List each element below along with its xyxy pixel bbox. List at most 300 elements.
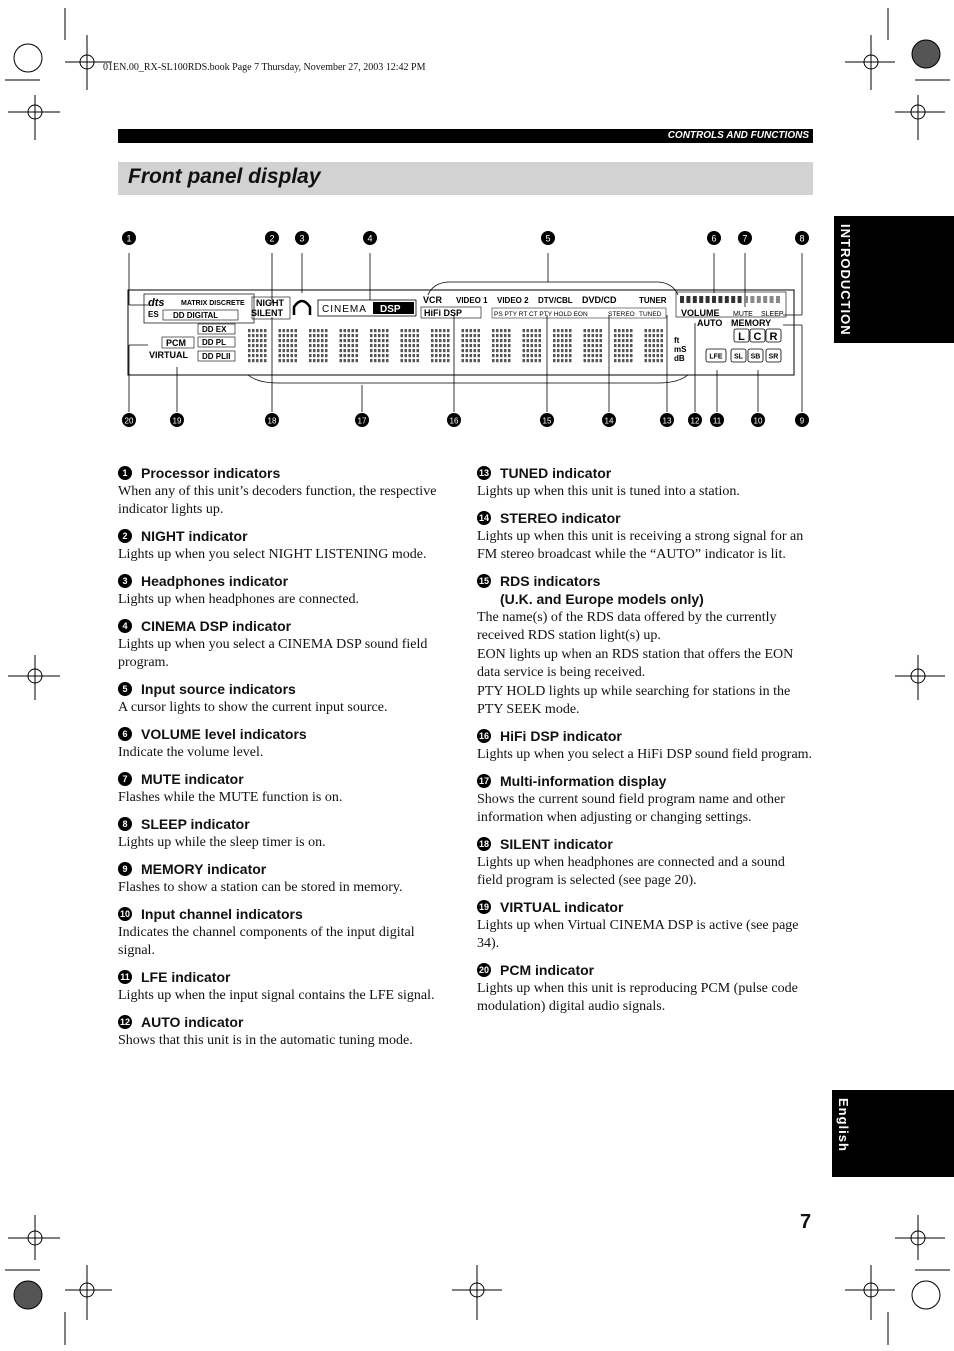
- item-heading: [477, 727, 813, 745]
- matrix-dot: [348, 354, 351, 357]
- matrix-dot: [279, 359, 282, 362]
- matrix-dot: [356, 349, 359, 352]
- matrix-dot: [523, 354, 526, 357]
- matrix-dot: [443, 349, 446, 352]
- video2-label: VIDEO 2: [497, 296, 529, 305]
- matrix-dot: [252, 329, 255, 332]
- stereo-label: STEREO: [608, 311, 635, 318]
- matrix-dot: [531, 334, 534, 337]
- matrix-dot: [413, 354, 416, 357]
- matrix-dot: [279, 354, 282, 357]
- matrix-dot: [496, 349, 499, 352]
- item-description: Shows the current sound field program name and other information when adjusting or changing settings.: [477, 792, 785, 825]
- matrix-dot: [557, 349, 560, 352]
- matrix-dot: [466, 339, 469, 342]
- matrix-dot: [565, 354, 568, 357]
- matrix-dot: [588, 339, 591, 342]
- matrix-dot: [431, 354, 434, 357]
- callout-label: 18: [267, 416, 277, 426]
- matrix-dot: [508, 334, 511, 337]
- callout-label: 11: [712, 416, 722, 426]
- matrix-dot: [382, 359, 385, 362]
- matrix-dot: [588, 349, 591, 352]
- matrix-dot: [596, 354, 599, 357]
- matrix-dot: [340, 354, 343, 357]
- matrix-dot: [474, 354, 477, 357]
- matrix-dot: [344, 359, 347, 362]
- matrix-dot: [496, 359, 499, 362]
- matrix-dot: [592, 349, 595, 352]
- matrix-dot: [622, 359, 625, 362]
- matrix-dot: [462, 329, 465, 332]
- matrix-dot: [291, 329, 294, 332]
- matrix-dot: [344, 349, 347, 352]
- matrix-dot: [443, 329, 446, 332]
- item-heading: [477, 961, 813, 979]
- matrix-dot: [352, 344, 355, 347]
- unit-ms: mS: [674, 345, 687, 354]
- headphones-icon: [294, 301, 310, 315]
- matrix-dot: [553, 334, 556, 337]
- volume-label: VOLUME: [681, 308, 720, 318]
- matrix-dot: [600, 339, 603, 342]
- volume-bar: [750, 296, 754, 303]
- matrix-dot: [279, 349, 282, 352]
- matrix-dot: [657, 339, 660, 342]
- item-heading: [118, 905, 454, 923]
- matrix-dot: [287, 354, 290, 357]
- matrix-dot: [252, 334, 255, 337]
- matrix-dot: [584, 354, 587, 357]
- matrix-dot: [600, 329, 603, 332]
- matrix-dot: [657, 344, 660, 347]
- volume-bar: [686, 296, 690, 303]
- item-title: AUTO indicator: [141, 1014, 244, 1030]
- matrix-dot: [531, 359, 534, 362]
- item-number: 13: [478, 468, 489, 478]
- matrix-dot: [256, 359, 259, 362]
- matrix-dot: [256, 344, 259, 347]
- callout-label: 1: [126, 233, 132, 244]
- matrix-dot: [565, 329, 568, 332]
- item-description: Flashes while the MUTE function is on.: [118, 790, 343, 805]
- matrix-dot: [553, 344, 556, 347]
- matrix-dot: [313, 344, 316, 347]
- sleep-label: SLEEP: [761, 311, 784, 318]
- matrix-dot: [443, 359, 446, 362]
- title-bar: [118, 162, 813, 195]
- matrix-dot: [370, 329, 373, 332]
- matrix-dot: [462, 344, 465, 347]
- matrix-dot: [618, 334, 621, 337]
- matrix-dot: [466, 349, 469, 352]
- matrix-dot: [356, 329, 359, 332]
- matrix-dot: [309, 344, 312, 347]
- matrix-dot: [321, 329, 324, 332]
- matrix-dot: [535, 344, 538, 347]
- matrix-dot: [539, 329, 542, 332]
- matrix-dot: [370, 334, 373, 337]
- matrix-dot: [309, 359, 312, 362]
- matrix-dot: [413, 359, 416, 362]
- item-number: 17: [478, 776, 489, 786]
- matrix-dot: [600, 344, 603, 347]
- matrix-dot: [401, 339, 404, 342]
- item-title: MUTE indicator: [141, 771, 244, 787]
- matrix-dot: [352, 339, 355, 342]
- matrix-dot: [443, 339, 446, 342]
- matrix-dot: [630, 334, 633, 337]
- matrix-dot: [470, 349, 473, 352]
- matrix-dot: [614, 329, 617, 332]
- matrix-dot: [352, 334, 355, 337]
- item-number: 20: [478, 965, 489, 975]
- matrix-dot: [478, 359, 481, 362]
- matrix-dot: [557, 334, 560, 337]
- item-heading: [118, 770, 454, 788]
- matrix-dot: [283, 344, 286, 347]
- matrix-dot: [431, 329, 434, 332]
- matrix-dot: [313, 334, 316, 337]
- es-label: ES: [148, 310, 159, 319]
- matrix-dot: [431, 334, 434, 337]
- matrix-dot: [523, 344, 526, 347]
- item-description: Lights up when Virtual CINEMA DSP is active (see page 34).: [477, 918, 799, 951]
- matrix-dot: [386, 354, 389, 357]
- item-number: 5: [118, 682, 132, 696]
- item-title: Processor indicators: [141, 465, 281, 481]
- matrix-dot: [405, 359, 408, 362]
- matrix-dot: [264, 334, 267, 337]
- matrix-dot: [348, 334, 351, 337]
- silent-label: SILENT: [251, 308, 284, 318]
- matrix-dot: [352, 354, 355, 357]
- matrix-dot: [386, 344, 389, 347]
- matrix-dot: [352, 349, 355, 352]
- item-description: Indicates the channel components of the input digital signal.: [118, 925, 415, 958]
- matrix-dot: [474, 334, 477, 337]
- matrix-dot: [496, 339, 499, 342]
- matrix-dot: [600, 359, 603, 362]
- matrix-dot: [622, 349, 625, 352]
- matrix-dot: [248, 344, 251, 347]
- matrix-dot: [264, 349, 267, 352]
- matrix-dot: [561, 354, 564, 357]
- item-number: 7: [118, 772, 132, 786]
- matrix-dot: [344, 334, 347, 337]
- matrix-dot: [523, 334, 526, 337]
- matrix-dot: [596, 344, 599, 347]
- matrix-dot: [600, 349, 603, 352]
- matrix-dot: [553, 329, 556, 332]
- matrix-dot: [569, 329, 572, 332]
- matrix-dot: [523, 329, 526, 332]
- matrix-dot: [401, 359, 404, 362]
- matrix-dot: [252, 359, 255, 362]
- callout-label: 17: [357, 416, 367, 426]
- matrix-dot: [622, 329, 625, 332]
- callout-label: 20: [124, 416, 134, 426]
- matrix-dot: [252, 339, 255, 342]
- matrix-dot: [252, 349, 255, 352]
- matrix-dot: [317, 349, 320, 352]
- rds-label: PS PTY RT CT PTY HOLD EON: [494, 311, 588, 318]
- matrix-dot: [417, 349, 420, 352]
- item-5: [118, 680, 454, 717]
- callout-label: 8: [799, 233, 805, 244]
- item-heading: [118, 860, 454, 878]
- matrix-dot: [344, 344, 347, 347]
- matrix-dot: [409, 359, 412, 362]
- pl2-label: DD PLII: [202, 352, 231, 361]
- item-16: [477, 727, 813, 764]
- matrix-dot: [317, 329, 320, 332]
- item-19: [477, 898, 813, 953]
- item-number: 15: [478, 576, 489, 586]
- matrix-dot: [500, 359, 503, 362]
- matrix-dot: [565, 339, 568, 342]
- matrix-dot: [260, 344, 263, 347]
- matrix-dot: [561, 334, 564, 337]
- callout-label: 9: [799, 416, 805, 426]
- item-8: [118, 815, 454, 852]
- item-title: RDS indicators: [500, 573, 601, 589]
- matrix-dot: [622, 344, 625, 347]
- front-panel-diagram: [118, 225, 818, 435]
- matrix-dot: [565, 334, 568, 337]
- channel-ch_r: R: [769, 331, 778, 343]
- matrix-dot: [592, 344, 595, 347]
- matrix-dot: [283, 339, 286, 342]
- matrix-dot: [653, 354, 656, 357]
- matrix-dot: [569, 359, 572, 362]
- item-heading: [477, 772, 813, 790]
- page-title: Front panel display: [128, 165, 321, 188]
- item-number: 3: [118, 574, 132, 588]
- matrix-dot: [279, 339, 282, 342]
- item-15: [477, 572, 813, 719]
- matrix-dot: [478, 354, 481, 357]
- matrix-dot: [401, 334, 404, 337]
- dsp-label: DSP: [380, 304, 401, 315]
- matrix-dot: [340, 334, 343, 337]
- matrix-dot: [474, 349, 477, 352]
- item-description: Lights up when headphones are connected and a sound field program is selected (see page 20).: [477, 855, 785, 888]
- matrix-dot: [661, 339, 664, 342]
- print-header: 01EN.00_RX-SL100RDS.book Page 7 Thursday, November 27, 2003 12:42 PM: [103, 62, 426, 73]
- item-number: 11: [118, 970, 132, 984]
- matrix-dot: [291, 339, 294, 342]
- item-subtitle: (U.K. and Europe models only): [500, 591, 704, 607]
- matrix-dot: [661, 349, 664, 352]
- vcr-label: VCR: [423, 295, 443, 305]
- item-title: NIGHT indicator: [141, 528, 248, 544]
- matrix-dot: [443, 344, 446, 347]
- matrix-dot: [382, 339, 385, 342]
- matrix-dot: [561, 339, 564, 342]
- item-title: STEREO indicator: [500, 510, 621, 526]
- matrix-dot: [508, 344, 511, 347]
- callout-label: 3: [299, 233, 305, 244]
- matrix-dot: [317, 359, 320, 362]
- matrix-dot: [348, 349, 351, 352]
- item-heading: [118, 617, 454, 635]
- item-3: [118, 572, 454, 609]
- item-18: [477, 835, 813, 890]
- item-heading: [477, 898, 813, 916]
- matrix-dot: [340, 329, 343, 332]
- matrix-dot: [557, 329, 560, 332]
- matrix-dot: [657, 359, 660, 362]
- matrix-dot: [321, 349, 324, 352]
- matrix-dot: [500, 334, 503, 337]
- matrix-dot: [344, 354, 347, 357]
- matrix-dot: [661, 334, 664, 337]
- matrix-dot: [492, 344, 495, 347]
- matrix-dot: [622, 339, 625, 342]
- matrix-dot: [618, 359, 621, 362]
- matrix-dot: [614, 344, 617, 347]
- matrix-dot: [535, 359, 538, 362]
- volume-bar: [680, 296, 684, 303]
- matrix-dot: [645, 354, 648, 357]
- matrix-dot: [500, 354, 503, 357]
- digital-label: DD DIGITAL: [173, 311, 219, 320]
- matrix-dot: [504, 329, 507, 332]
- matrix-dot: [508, 359, 511, 362]
- matrix-dot: [569, 354, 572, 357]
- matrix-dot: [325, 349, 328, 352]
- matrix-dot: [439, 344, 442, 347]
- item-title: Input source indicators: [141, 681, 296, 697]
- matrix-dot: [539, 349, 542, 352]
- matrix-dot: [401, 344, 404, 347]
- matrix-dot: [374, 354, 377, 357]
- matrix-dot: [439, 354, 442, 357]
- item-number: 18: [478, 839, 489, 849]
- matrix-dot: [279, 334, 282, 337]
- mute-label: MUTE: [733, 311, 753, 318]
- matrix-dot: [561, 329, 564, 332]
- item-title: Multi-information display: [500, 773, 667, 789]
- matrix-dot: [569, 349, 572, 352]
- matrix-dot: [401, 349, 404, 352]
- matrix-dot: [565, 344, 568, 347]
- matrix-dot: [356, 354, 359, 357]
- matrix-dot: [340, 344, 343, 347]
- matrix-dot: [649, 339, 652, 342]
- matrix-dot: [260, 339, 263, 342]
- callout-label: 16: [449, 416, 459, 426]
- item-number: 6: [118, 727, 132, 741]
- matrix-dot: [657, 349, 660, 352]
- matrix-dot: [321, 359, 324, 362]
- auto-label: AUTO: [697, 318, 723, 328]
- matrix-dot: [466, 334, 469, 337]
- matrix-dot: [447, 354, 450, 357]
- matrix-dot: [614, 359, 617, 362]
- matrix-dot: [325, 334, 328, 337]
- item-description: Shows that this unit is in the automatic tuning mode.: [118, 1033, 413, 1048]
- matrix-dot: [653, 334, 656, 337]
- matrix-dot: [557, 354, 560, 357]
- matrix-dot: [553, 354, 556, 357]
- matrix-dot: [565, 359, 568, 362]
- matrix-dot: [557, 344, 560, 347]
- matrix-dot: [492, 354, 495, 357]
- matrix-dot: [256, 354, 259, 357]
- matrix-dot: [370, 354, 373, 357]
- matrix-dot: [356, 344, 359, 347]
- matrix-dot: [539, 354, 542, 357]
- matrix-dot: [295, 329, 298, 332]
- matrix-dot: [535, 354, 538, 357]
- video1-label: VIDEO 1: [456, 296, 488, 305]
- matrix-dot: [447, 334, 450, 337]
- matrix-dot: [523, 349, 526, 352]
- item-description: Flashes to show a station can be stored in memory.: [118, 880, 403, 895]
- item-heading: [477, 464, 813, 482]
- callout-label: 19: [172, 416, 182, 426]
- matrix-dot: [596, 329, 599, 332]
- matrix-dot: [466, 329, 469, 332]
- matrix-dot: [431, 349, 434, 352]
- right-column: [477, 464, 813, 1024]
- matrix-dot: [413, 344, 416, 347]
- matrix-dot: [248, 329, 251, 332]
- matrix-dot: [378, 349, 381, 352]
- section-header: CONTROLS AND FUNCTIONS: [667, 130, 809, 141]
- matrix-dot: [340, 349, 343, 352]
- matrix-dot: [592, 334, 595, 337]
- matrix-dot: [508, 339, 511, 342]
- matrix-dot: [439, 349, 442, 352]
- matrix-dot: [504, 344, 507, 347]
- matrix-dot: [500, 349, 503, 352]
- matrix-dot: [500, 339, 503, 342]
- item-12: [118, 1013, 454, 1050]
- item-11: [118, 968, 454, 1005]
- volume-bar: [738, 296, 742, 303]
- matrix-dot: [321, 339, 324, 342]
- matrix-dot: [626, 339, 629, 342]
- matrix-dot: [661, 359, 664, 362]
- matrix-dot: [405, 329, 408, 332]
- matrix-dot: [348, 344, 351, 347]
- matrix-dot: [439, 329, 442, 332]
- matrix-dot: [478, 344, 481, 347]
- matrix-dot: [287, 359, 290, 362]
- callout-label: 5: [545, 233, 551, 244]
- item-17: [477, 772, 813, 827]
- matrix-dot: [435, 349, 438, 352]
- matrix-dot: [252, 354, 255, 357]
- callout-label: 7: [742, 233, 748, 244]
- matrix-dot: [645, 349, 648, 352]
- matrix-dot: [409, 344, 412, 347]
- volume-bar: [699, 296, 703, 303]
- matrix-dot: [417, 329, 420, 332]
- matrix-dot: [588, 354, 591, 357]
- matrix-dot: [466, 359, 469, 362]
- matrix-dot: [248, 359, 251, 362]
- item-7: [118, 770, 454, 807]
- matrix-dot: [378, 334, 381, 337]
- matrix-dot: [344, 329, 347, 332]
- matrix-dot: [287, 334, 290, 337]
- matrix-dot: [653, 329, 656, 332]
- item-description: Lights up when this unit is receiving a strong signal for an FM stereo broadcast while the “AUTO” indicator is lit.: [477, 529, 804, 562]
